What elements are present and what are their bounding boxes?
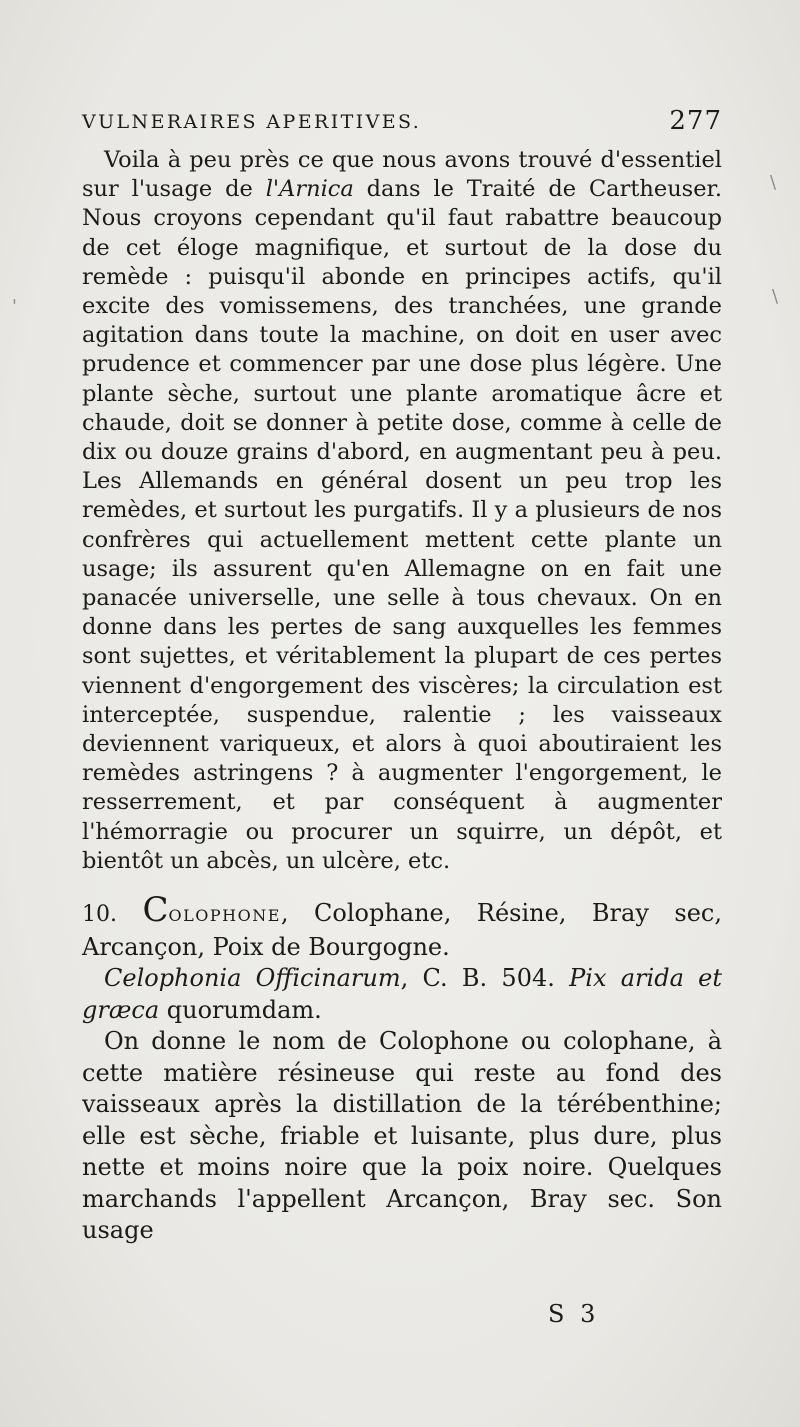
drop-cap: C bbox=[142, 890, 169, 930]
page-header bbox=[82, 106, 722, 137]
main-text bbox=[82, 146, 722, 876]
italic-term: l'Arnica bbox=[265, 176, 354, 203]
latin-ending: quorumdam. bbox=[159, 995, 322, 1024]
entry-number: 10. bbox=[82, 902, 117, 927]
entry-heading bbox=[82, 890, 722, 963]
paragraph-text: dans le Traité de Cartheuser. Nous croyons cependant qu'il faut rabattre beaucoup de cet éloge magnifique, et surtout de la dose du remède : puisqu'il abonde en principes actifs, qu'il excite des vomissemens, des tranchées, une grande agitation dans toute la machine, on doit en user avec prudence et commencer par une dose plus légère. Une plante sèche, surtout une plante aromatique âcre et chaude, doit se donner à petite dose, comme à celle de dix ou douze grains d'abord, en augmentant peu à peu. Les Allemands en général dosent un peu trop les remèdes, et surtout les purgatifs. Il y a plusieurs de nos confrères qui actuellement mettent cette plante un usage; ils assurent qu'en Allemagne on en fait une panacée universelle, une selle à tous chevaux. On en donne dans les pertes de sang auxquelles les femmes sont sujettes, et véritablement la plupart de ces pertes viennent d'engorgement des viscères; la circulation est interceptée, suspendue, ralentie ; les vaisseaux deviennent variqueux, et alors à quoi aboutiraient les remèdes astringens ? à augmenter l'engorgement, le resserrement, et par conséquent à augmenter l'hémorragie ou procurer un squirre, un dépôt, et bientôt un abcès, un ulcère, etc. bbox=[82, 176, 722, 874]
latin-names bbox=[82, 963, 722, 1026]
margin-speck: \ bbox=[772, 286, 779, 307]
entry-colophone bbox=[82, 890, 722, 1247]
latin-name-2: Pix arida et græca bbox=[82, 964, 722, 1024]
running-title: VULNERAIRES APERITIVES. bbox=[82, 111, 422, 133]
entry-synonyms: , Colophane, Résine, Bray sec, Arcançon, Poix de Bourgogne. bbox=[82, 899, 722, 961]
signature-mark: S 3 bbox=[548, 1300, 600, 1328]
paragraph-text: Voila à peu près ce que nous avons trouvé d'essentiel sur l'usage de bbox=[82, 147, 722, 203]
page-number: 277 bbox=[669, 106, 722, 136]
paragraph-arnica bbox=[82, 146, 722, 876]
margin-speck: \ bbox=[770, 172, 777, 193]
margin-speck: ' bbox=[12, 296, 17, 317]
entry-title-smallcaps: OLOPHONE bbox=[168, 906, 281, 925]
latin-reference: , C. B. 504. bbox=[400, 964, 570, 992]
latin-name: Celophonia Officinarum bbox=[104, 964, 401, 992]
entry-description: On donne le nom de Colophone ou colophane, à cette matière résineuse qui reste au fond des vaisseaux après la distillation de la térébenthine; elle est sèche, friable et luisante, plus dure, plus nette et moins noire que la poix noire. Quelques marchands l'appellent Arcançon, Bray sec. Son usage bbox=[82, 1027, 722, 1244]
